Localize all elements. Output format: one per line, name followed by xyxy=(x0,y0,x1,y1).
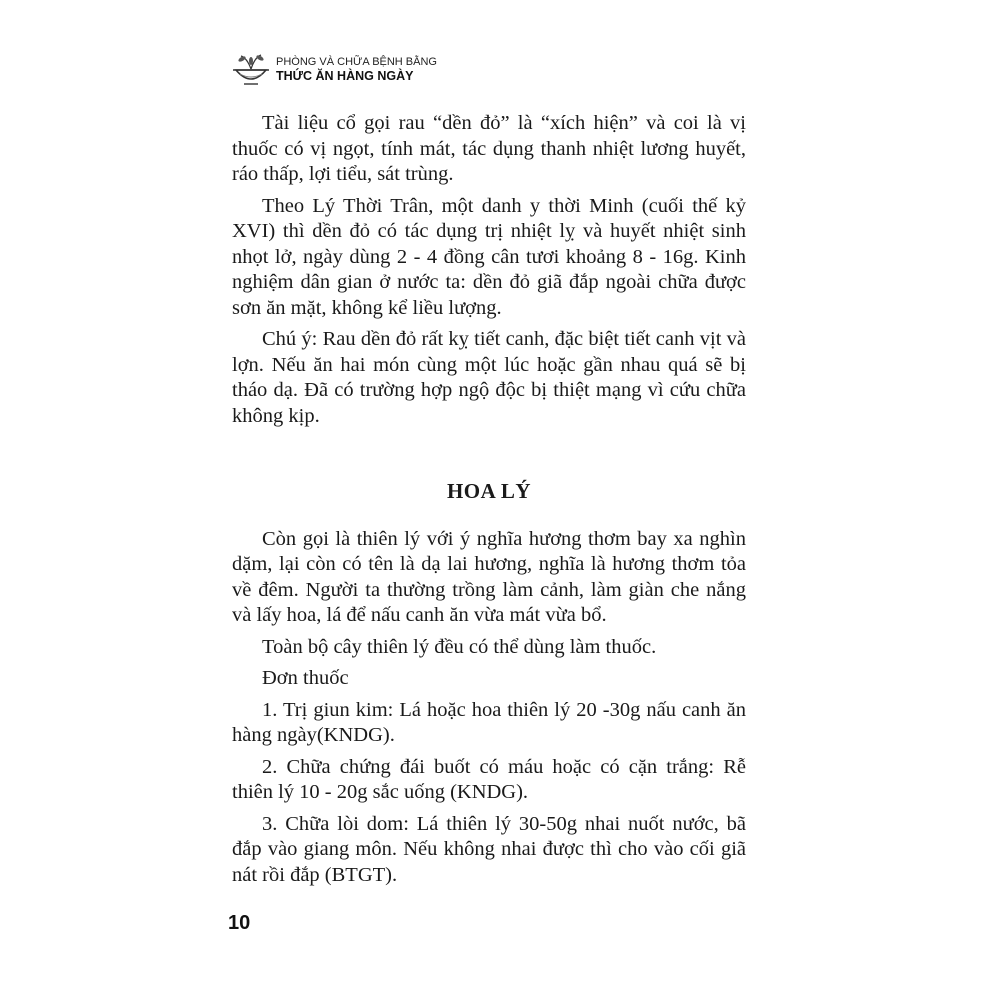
paragraph: Theo Lý Thời Trân, một danh y thời Minh (cuối thế kỷ XVI) thì dền đỏ có tác dụng trị nhiệt lỵ và huyết nhiệt sinh nhọt lở, ngày dùng 2 - 4 đồng cân tươi khoảng 8 - 16g. Kinh nghiệm dân gian ở nước ta: dền đỏ giã đắp ngoài chữa được sơn ăn mặt, không kể liều lượng. xyxy=(232,194,746,319)
paragraph: Chú ý: Rau dền đỏ rất kỵ tiết canh, đặc biệt tiết canh vịt và lợn. Nếu ăn hai món cùng một lúc hoặc gần nhau quá sẽ bị tháo dạ. Đã có trường hợp ngộ độc bị thiệt mạng vì cứu chữa không kịp. xyxy=(232,328,746,427)
remedy-item: 1. Trị giun kim: Lá hoặc hoa thiên lý 20 -30g nấu canh ăn hàng ngày(KNDG). xyxy=(232,698,746,746)
remedy-item: 2. Chữa chứng đái buốt có máu hoặc có cặn trắng: Rễ thiên lý 10 - 20g sắc uống (KNDG). xyxy=(232,755,746,803)
paragraph: Tài liệu cổ gọi rau “dền đỏ” là “xích hiện” và coi là vị thuốc có vị ngọt, tính mát, tác dụng thanh nhiệt lương huyết, ráo thấp, lợi tiểu, sát trùng. xyxy=(232,112,746,185)
page-body xyxy=(232,111,746,894)
section-title: HOA LÝ xyxy=(446,479,532,503)
paragraph: Còn gọi là thiên lý với ý nghĩa hương thơm bay xa nghìn dặm, lại còn có tên là dạ lai hương, nghĩa là hương thơm tỏa về đêm. Người ta thường trồng làm cảnh, làm giàn che nắng và lấy hoa, lá để nấu canh ăn vừa mát vừa bổ. xyxy=(232,527,746,626)
header-series-title: PHÒNG VÀ CHỮA BỆNH BẰNG xyxy=(276,56,437,69)
header-book-title: THỨC ĂN HÀNG NGÀY xyxy=(276,69,414,84)
paragraph: Toàn bộ cây thiên lý đều có thể dùng làm thuốc. xyxy=(262,635,657,658)
page-number: 10 xyxy=(228,912,251,934)
paragraph: Đơn thuốc xyxy=(262,667,349,689)
remedy-item: 3. Chữa lòi dom: Lá thiên lý 30-50g nhai nuốt nước, bã đắp vào giang môn. Nếu không nhai được thì cho vào cối giã nát rồi đắp (BTGT). xyxy=(232,812,746,886)
running-header xyxy=(230,50,437,90)
bowl-with-herbs-icon xyxy=(230,50,272,90)
